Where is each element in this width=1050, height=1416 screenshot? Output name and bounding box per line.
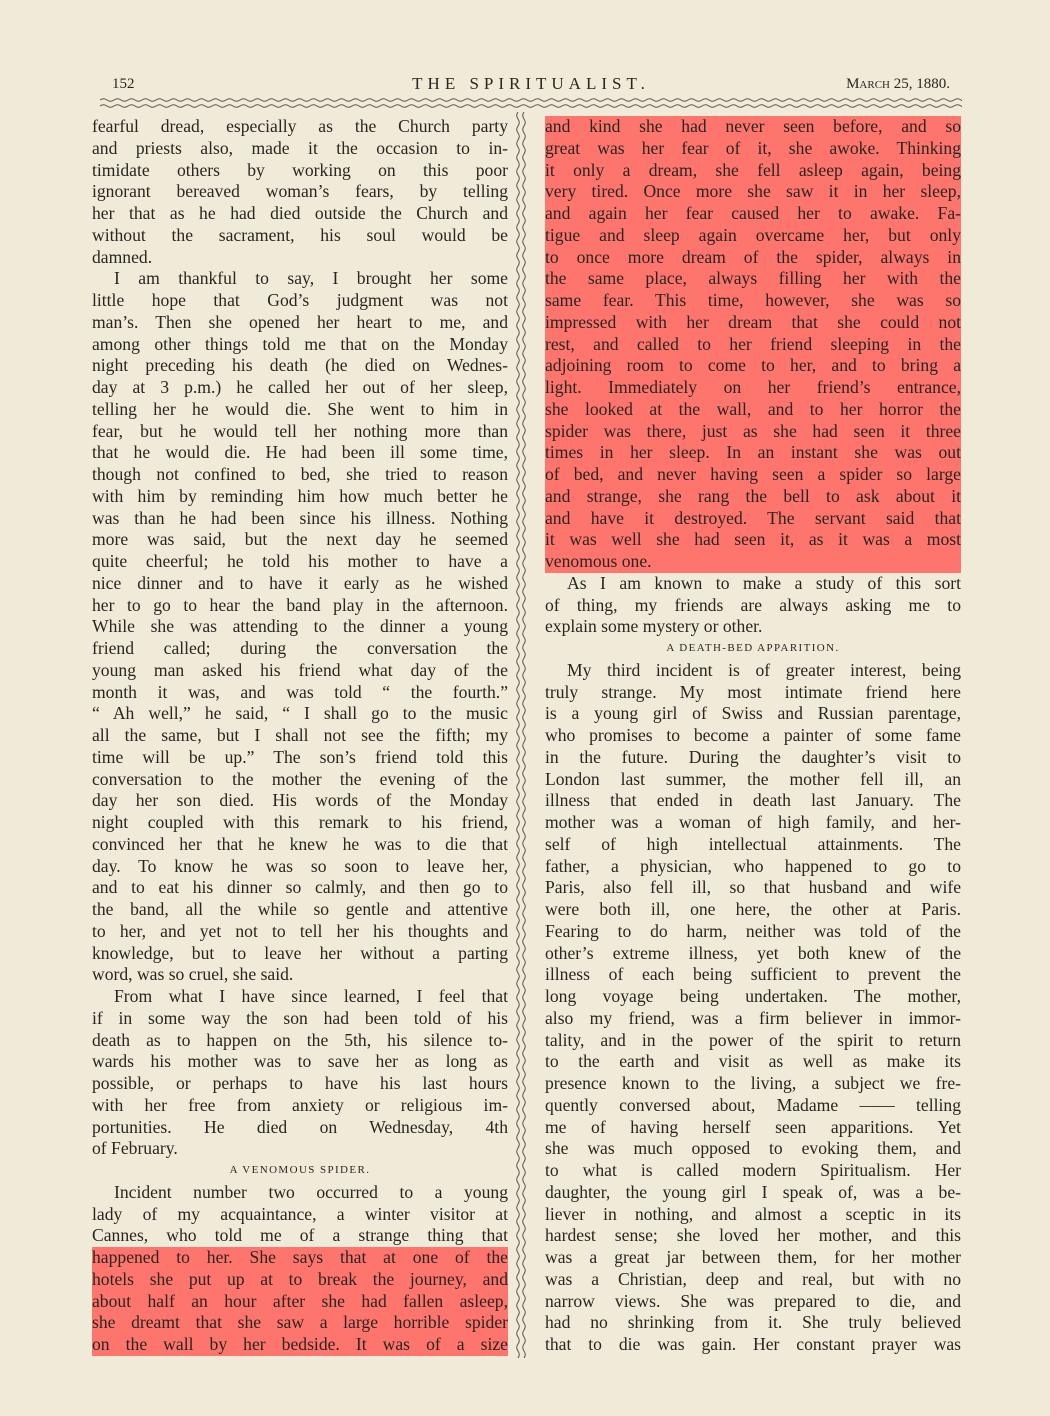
text-line: times in her sleep. In an instant she was out (545, 442, 961, 463)
text-line: it only a dream, she fell asleep again, being (545, 159, 961, 180)
text-line: conversation to the mother the evening of the (92, 768, 508, 789)
text-line: night preceding his death (he died on Wednes- (92, 355, 508, 376)
text-line: it was well she had seen it, as it was a most (545, 529, 961, 550)
column-divider-wavy-rule (514, 112, 528, 1358)
text-line: was than he had been since his illness. Nothing (92, 507, 508, 528)
left-column-text (92, 116, 508, 1356)
text-line: on the wall by her bedside. It was of a size (92, 1334, 508, 1354)
text-line: explain some mystery or other. (545, 616, 763, 637)
text-line: to her, and yet not to tell her his thoughts and (92, 920, 508, 941)
text-line: mother was a woman of high family, and her- (545, 812, 961, 832)
text-line: if in some way the son had been told of his (92, 1007, 508, 1028)
text-line: father, a physician, who happened to go to (545, 855, 961, 876)
text-line: narrow views. She was prepared to die, and (545, 1290, 961, 1311)
text-line: word, was so cruel, she said. (92, 964, 294, 985)
text-line: was a Christian, deep and real, but with no (545, 1268, 961, 1289)
text-line: While she was attending to the dinner a young (92, 616, 508, 637)
text-line: of thing, my friends are always asking me to (545, 594, 961, 615)
text-line: quently conversed about, Madame —— telling (545, 1094, 961, 1115)
text-line: nice dinner and to have it early as he wished (92, 572, 508, 593)
text-line: and again her fear caused her to awake. Fa- (545, 203, 961, 223)
text-line: fearful dread, especially as the Church party (92, 116, 508, 136)
text-line: and priests also, made it the occasion to in- (92, 137, 508, 158)
text-line: she was much opposed to evoking them, and (545, 1138, 961, 1159)
text-line: about half an hour after she had fallen asleep, (92, 1290, 508, 1311)
text-line: in the future. During the daughter’s visit to (545, 746, 961, 767)
section-heading: A DEATH-BED APPARITION. (666, 642, 840, 654)
text-line: and strange, she rang the bell to ask about it (545, 485, 961, 506)
text-line: death as to happen on the 5th, his silence to- (92, 1029, 508, 1050)
text-line: impressed with her dream that she could not (545, 311, 961, 332)
text-line: is a young girl of Swiss and Russian parentage, (545, 703, 961, 724)
text-line: that he would die. He had been ill some time, (92, 442, 508, 463)
text-line: venomous one. (545, 551, 961, 573)
text-line: daughter, the young girl I speak of, was a be- (545, 1181, 961, 1202)
text-line: though not confined to bed, she tried to reason (92, 464, 508, 484)
text-line: little hope that God’s judgment was not (92, 290, 508, 310)
text-line: day her son died. His words of the Monday (92, 790, 508, 811)
text-line: liever in nothing, and almost a sceptic in its (545, 1203, 961, 1224)
text-line: to what is called modern Spiritualism. Her (545, 1160, 961, 1180)
text-line: My third incident is of greater interest, being (567, 659, 961, 680)
text-line: Incident number two occurred to a young (114, 1181, 508, 1202)
text-line: other’s extreme illness, yet both knew of the (545, 942, 961, 963)
text-line: without the sacrament, his soul would be (92, 224, 508, 245)
text-line: of bed, and never having seen a spider so large (545, 464, 961, 484)
text-line: As I am known to make a study of this sort (567, 572, 961, 593)
text-line: hardest sense; she loved her mother, and this (545, 1225, 961, 1246)
text-line: friend called; during the conversation the (92, 638, 508, 658)
text-line: the same place, always filling her with the (545, 268, 961, 289)
text-line: and have it destroyed. The servant said that (545, 507, 961, 528)
text-line: ignorant bereaved woman’s fears, by telling (92, 181, 508, 202)
text-line: she looked at the wall, and to her horror the (545, 398, 961, 419)
text-line: more was said, but the next day he seemed (92, 529, 508, 550)
text-line: of February. (92, 1138, 178, 1159)
text-line: damned. (92, 246, 153, 267)
text-line: Fearing to do harm, neither was told of the (545, 920, 961, 941)
text-line: was a great jar between them, for her mother (545, 1247, 961, 1267)
text-line: “ Ah well,” he said, “ I shall go to the music (92, 703, 508, 724)
text-line: light. Immediately on her friend’s entrance, (545, 377, 961, 397)
text-line: quite cheerful; he told his mother to have a (92, 551, 508, 571)
text-line: tality, and in the power of the spirit to return (545, 1029, 961, 1050)
text-line: self of high intellectual attainments. The (545, 833, 961, 854)
text-line: great was her fear of it, she awoke. Thinking (545, 137, 961, 158)
text-line: long voyage being undertaken. The mother, (545, 986, 961, 1006)
text-line: she dreamt that she saw a large horrible spider (92, 1312, 508, 1333)
section-heading: A VENOMOUS SPIDER. (229, 1164, 371, 1176)
text-line: among other things told me that on the Monday (92, 333, 508, 354)
text-line: rest, and called to her friend sleeping in the (545, 333, 961, 354)
text-line: lady of my acquaintance, a winter visitor at (92, 1203, 508, 1224)
running-header (112, 74, 950, 96)
text-line: the band, all the while so gentle and attentive (92, 899, 508, 919)
text-line: and to eat his dinner so calmly, and then go to (92, 877, 508, 898)
text-line: spider was there, just as she had seen it three (545, 420, 961, 441)
header-wavy-rule (100, 96, 962, 110)
text-line: who promises to become a painter of some fame (545, 725, 961, 745)
text-line: London last summer, the mother fell ill, an (545, 768, 961, 789)
text-line: man’s. Then she opened her heart to me, and (92, 311, 508, 332)
text-line: very tired. Once more she saw it in her sleep, (545, 181, 961, 202)
text-line: with him by reminding him how much better he (92, 485, 508, 506)
text-line: telling her he would die. She went to him in (92, 398, 508, 419)
text-line: timidate others by working on this poor (92, 159, 508, 180)
issue-date: March 25, 1880. (846, 76, 950, 92)
text-line: me of having herself seen apparitions. Yet (545, 1116, 961, 1137)
text-line: portunities. He died on Wednesday, 4th (92, 1116, 508, 1137)
right-column-text (545, 116, 961, 1356)
text-line: day at 3 p.m.) he called her out of her sleep, (92, 377, 508, 397)
text-line: month it was, and was told “ the fourth.” (92, 681, 508, 702)
text-line: to once more dream of the spider, always in (545, 246, 961, 267)
text-line: same fear. This time, however, she was so (545, 290, 961, 310)
text-line: to the earth and visit as well as make its (545, 1051, 961, 1072)
text-line: her to go to hear the band play in the afternoon. (92, 594, 508, 615)
text-line: possible, or perhaps to have his last hours (92, 1073, 508, 1093)
text-line: illness of each being sufficient to prevent the (545, 964, 961, 985)
text-line: presence known to the living, a subject we fre- (545, 1073, 961, 1093)
text-line: her that as he had died outside the Church and (92, 203, 508, 223)
text-line: all the same, but I shall not see the fifth; my (92, 725, 508, 745)
text-line: that to die was gain. Her constant prayer was (545, 1334, 961, 1354)
text-line: happened to her. She says that at one of the (92, 1247, 508, 1267)
text-line: tigue and sleep again overcame her, but only (545, 224, 961, 245)
text-line: with her free from anxiety or religious im- (92, 1094, 508, 1115)
page-number: 152 (112, 76, 135, 92)
text-line: convinced her that he knew he was to die that (92, 833, 508, 854)
text-line: were both ill, one here, the other at Paris. (545, 899, 961, 919)
text-line: also my friend, was a firm believer in immor- (545, 1007, 961, 1028)
text-line: hotels she put up at to break the journey, and (92, 1268, 508, 1289)
text-line: I am thankful to say, I brought her some (114, 268, 508, 289)
text-line: adjoining room to come to her, and to bring a (545, 355, 961, 376)
text-line: young man asked his friend what day of the (92, 659, 508, 680)
text-line: From what I have since learned, I feel that (114, 986, 508, 1006)
text-line: time will be up.” The son’s friend told this (92, 746, 508, 767)
text-line: day. To know he was so soon to leave her, (92, 855, 508, 876)
text-line: fear, but he would tell her nothing more than (92, 420, 508, 441)
publication-title: THE SPIRITUALIST. (412, 74, 650, 93)
text-line: night coupled with this remark to his friend, (92, 812, 508, 832)
text-line: and kind she had never seen before, and so (545, 116, 961, 136)
text-line: illness that ended in death last January. The (545, 790, 961, 811)
text-line: had no shrinking from it. She truly believed (545, 1312, 961, 1333)
text-line: truly strange. My most intimate friend here (545, 681, 961, 702)
text-line: wards his mother was to save her as long as (92, 1051, 508, 1072)
text-line: Paris, also fell ill, so that husband and wife (545, 877, 961, 898)
text-line: Cannes, who told me of a strange thing that (92, 1225, 508, 1246)
text-line: knowledge, but to leave her without a parting (92, 942, 508, 963)
